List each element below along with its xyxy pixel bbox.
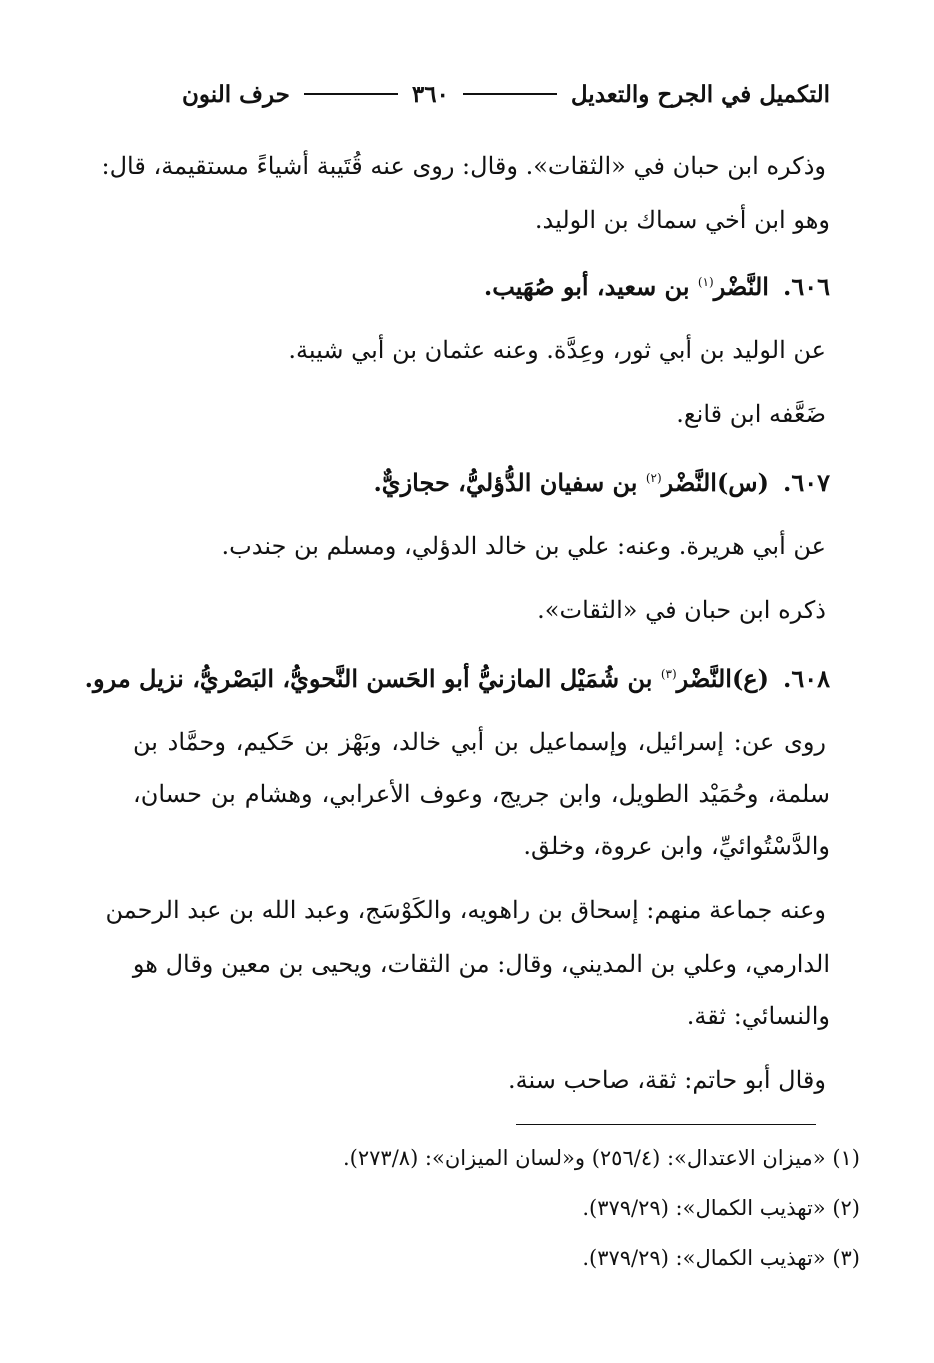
header-rule [304,93,398,95]
text-line: روى عن: إسرائيل، وإسماعيل بن أبي خالد، وبَهْز بن حَكيم، وحمَّاد بن [133,728,826,756]
text-line: عن الوليد بن أبي ثور، وعِدَّة. وعنه عثمان بن أبي شيبة. [288,336,826,364]
entry-siglum: (س) [716,468,769,497]
footnote: (١) «ميزان الاعتدال»: (٢٥٦/٤) و«لسان الميزان»: (٢٧٣/٨). [342,1146,860,1170]
entry-rest: بن شُمَيْل المازنيُّ أبو الحَسن النَّحويُّ، البَصْريُّ، نزيل مرو. [84,664,653,693]
text-line: والنسائي: ثقة. [686,1002,830,1030]
text-line: وعنه جماعة منهم: إسحاق بن راهويه، والكَوْسَج، وعبد الله بن عبد الرحمن [105,896,826,924]
entry-number: ٦٠٨. [782,664,830,693]
footnote-ref: (١) [697,275,714,289]
entry-rest: بن سعيد، أبو صُهَيب. [483,272,690,301]
footnote-divider [516,1124,816,1125]
entry-rest: بن سفيان الدُّؤليُّ، حجازيٌّ. [373,468,638,497]
text-line: الدارمي، وعلي بن المديني، وقال: من الثقات، ويحيى بن معين وقال هو [132,950,830,978]
running-header [182,74,830,114]
entry-number: ٦٠٦. [782,272,830,301]
entry-heading [484,262,830,307]
entry-name: النَّضْر [676,664,732,693]
header-rule [463,93,557,95]
entry-name: النَّضْر [661,468,717,497]
book-title: التكميل في الجرح والتعديل [570,80,830,108]
footnote: (٢) «تهذيب الكمال»: (٣٧٩/٢٩). [582,1196,860,1220]
text-line: وهو ابن أخي سماك بن الوليد. [534,206,830,234]
footnote-ref: (٢) [645,471,662,485]
text-line: سلمة، وحُمَيْد الطويل، وابن جريج، وعوف الأعرابي، وهشام بن حسان، [133,780,831,808]
entry-heading [85,654,830,699]
entry-number: ٦٠٧. [782,468,830,497]
footnote: (٣) «تهذيب الكمال»: (٣٧٩/٢٩). [582,1246,860,1270]
page-number: ٣٦٠ [411,80,449,108]
entry-siglum: (ع) [731,664,769,693]
text-line: عن أبي هريرة. وعنه: علي بن خالد الدؤلي، ومسلم بن جندب. [221,532,826,560]
entry-name: النَّضْر [713,272,769,301]
footnote-ref: (٣) [660,667,677,681]
text-line: وقال أبو حاتم: ثقة، صاحب سنة. [508,1066,826,1094]
section-title: حرف النون [181,80,290,108]
text-line: ذكره ابن حبان في «الثقات». [537,596,826,624]
text-line: ضَعَّفه ابن قانع. [676,400,826,428]
text-line: والدَّسْتُوائيِّ، وابن عروة، وخلق. [523,832,830,860]
text-line: وذكره ابن حبان في «الثقات». وقال: روى عنه قُتَيبة أشياءً مستقيمة، قال: [101,152,826,180]
entry-heading [373,458,830,503]
